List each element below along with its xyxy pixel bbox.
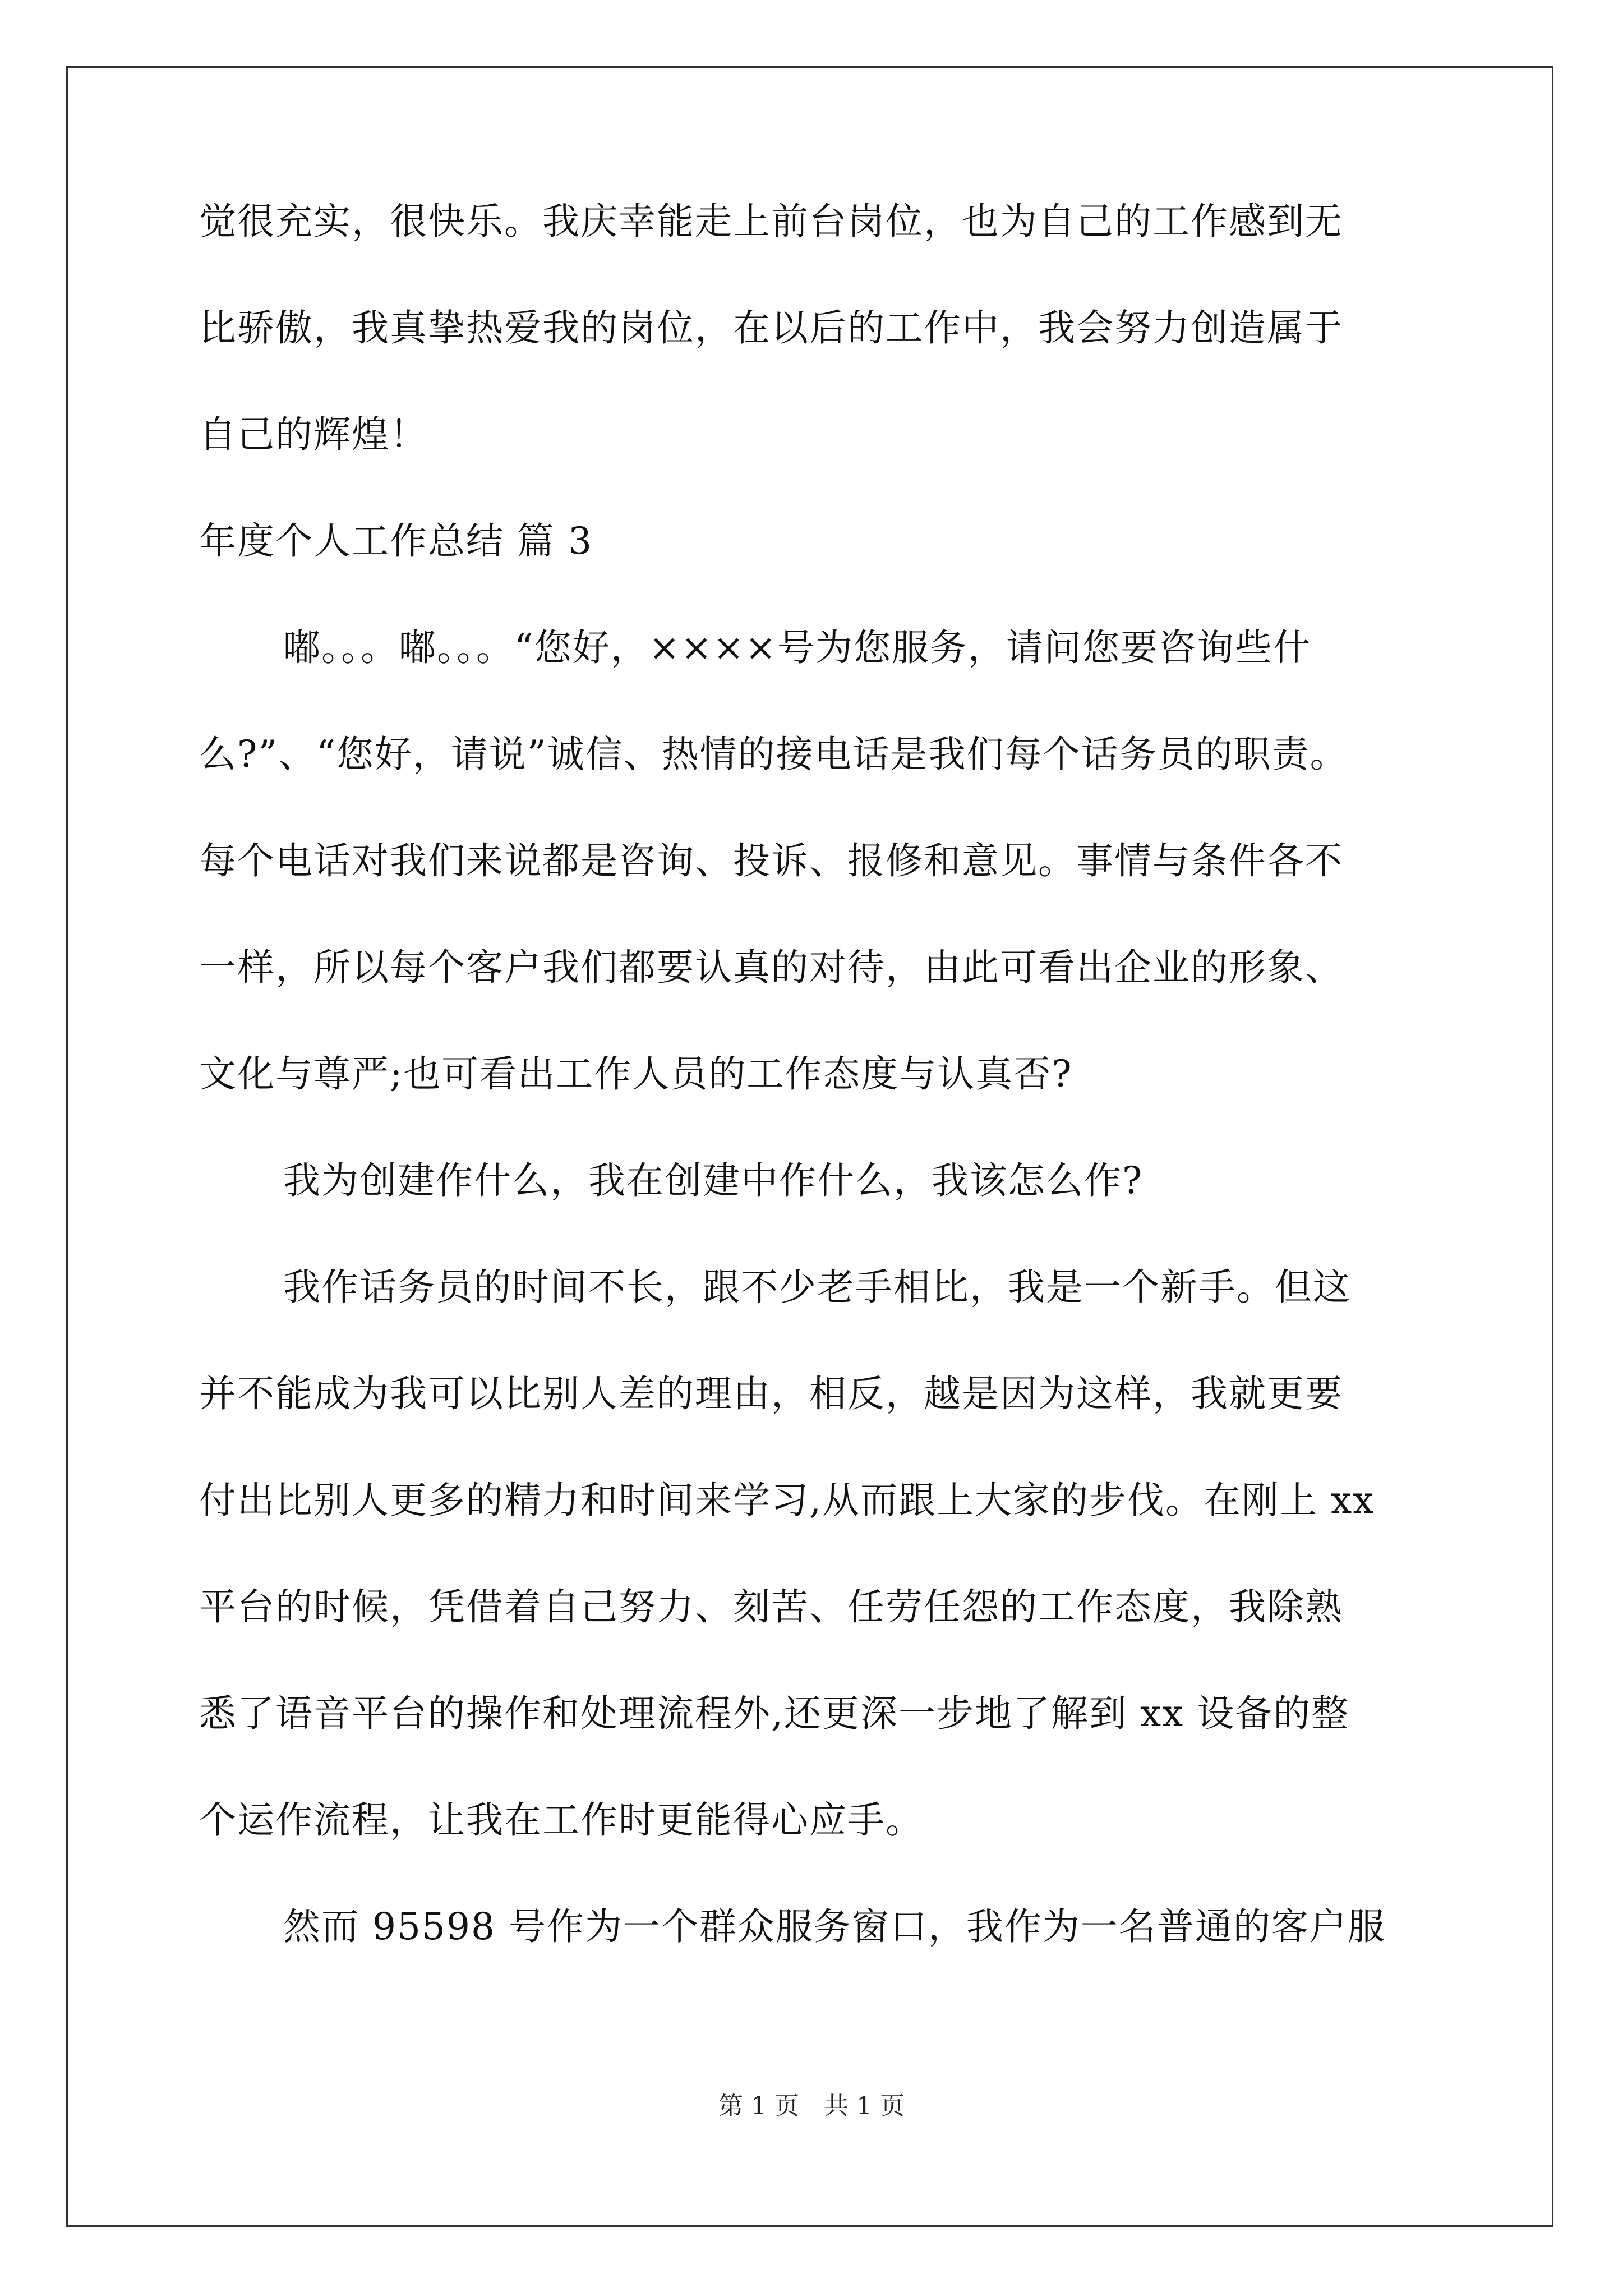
paragraph-line: 嘟。。。嘟。。。“您好，××××号为您服务，请问您要咨询些什 <box>283 626 1311 669</box>
page-footer: 第 1 页 共 1 页 <box>718 2092 905 2120</box>
paragraph-line: 每个电话对我们来说都是咨询、投诉、报修和意见。事情与条件各不 <box>199 839 1343 882</box>
paragraph-line: 并不能成为我可以比别人差的理由，相反，越是因为这样，我就更要 <box>199 1372 1343 1415</box>
paragraph-line: 比骄傲，我真挚热爱我的岗位，在以后的工作中，我会努力创造属于 <box>199 306 1343 349</box>
paragraph-line: 付出比别人更多的精力和时间来学习,从而跟上大家的步伐。在刚上 xx <box>199 1479 1375 1522</box>
paragraph-line: 个运作流程，让我在工作时更能得心应手。 <box>199 1798 924 1842</box>
paragraph-line: 文化与尊严;也可看出工作人员的工作态度与认真否? <box>199 1052 1073 1096</box>
paragraph-line: 我作话务员的时间不长，跟不少老手相比，我是一个新手。但这 <box>283 1266 1351 1309</box>
paragraph-line: 平台的时候，凭借着自己努力、刻苦、任劳任怨的工作态度，我除熟 <box>199 1585 1343 1628</box>
section-heading: 年度个人工作总结 篇 3 <box>199 519 593 563</box>
paragraph-line: 然而 95598 号作为一个群众服务窗口，我作为一名普通的客户服 <box>283 1905 1386 1948</box>
paragraph-line: 自己的辉煌！ <box>199 413 428 456</box>
paragraph-line: 么?”、“您好，请说”诚信、热情的接电话是我们每个话务员的职责。 <box>199 733 1348 776</box>
paragraph-line: 我为创建作什么，我在创建中作什么，我该怎么作? <box>283 1159 1144 1202</box>
paragraph-line: 一样，所以每个客户我们都要认真的对待，由此可看出企业的形象、 <box>199 946 1343 989</box>
paragraph-line: 觉很充实，很快乐。我庆幸能走上前台岗位，也为自己的工作感到无 <box>199 200 1343 243</box>
paragraph-line: 悉了语音平台的操作和处理流程外,还更深一步地了解到 xx 设备的整 <box>199 1692 1350 1735</box>
